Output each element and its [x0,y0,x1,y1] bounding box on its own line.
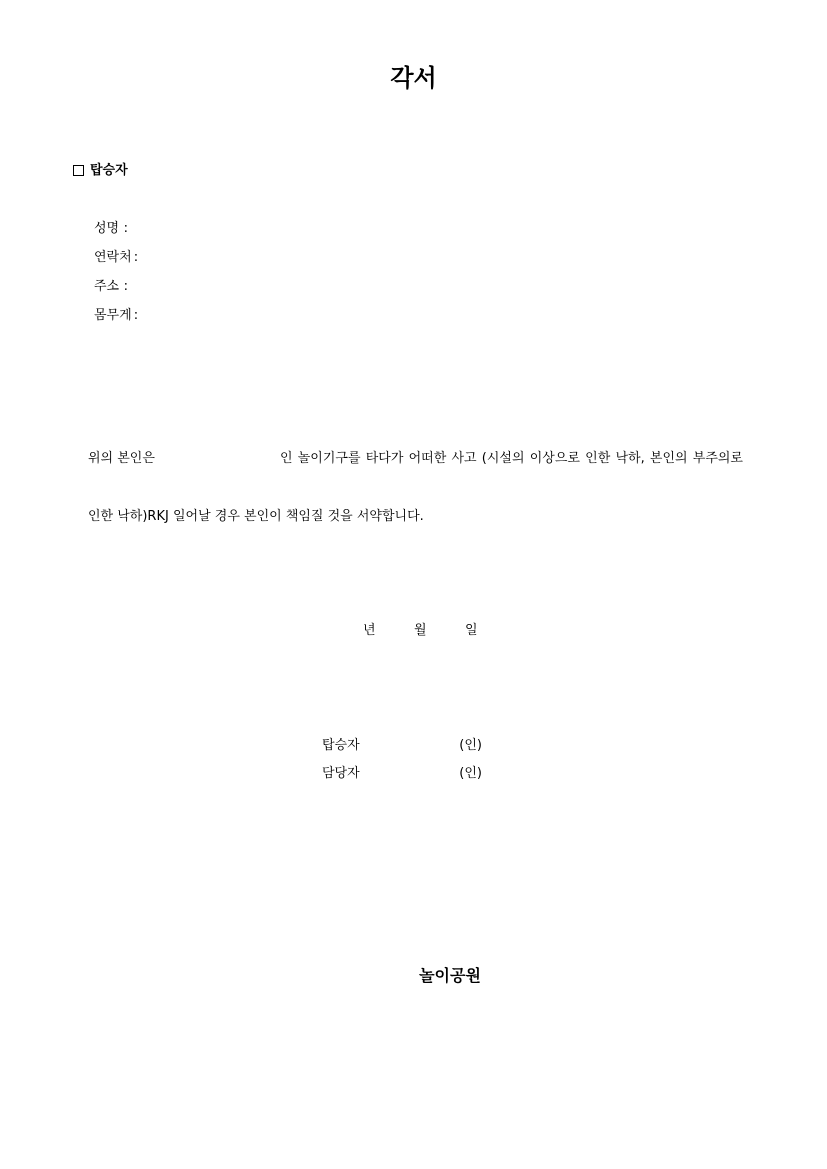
field-weight-label: 몸무게 [94,308,132,323]
field-address [94,280,254,293]
pledge-text-line-1 [88,452,743,465]
document-title: 각서 [390,64,437,92]
signature-rider-label: 탑승자 [322,738,360,753]
signature-staff-seal: (인) [459,766,482,781]
field-colon: : [133,250,139,265]
field-colon: : [123,221,128,236]
pledge-text-start: 위의 본인은 [88,451,155,466]
field-contact [94,251,254,264]
date-month: 월 [414,623,427,638]
field-colon: : [133,308,139,323]
field-weight [94,309,254,322]
pledge-text-end: 인 놀이기구를 타다가 어떠한 사고 (시설의 이상으로 인한 낙하, 본인의 부주의로 [280,451,743,466]
field-colon: : [123,279,128,294]
signature-staff [322,767,482,780]
date-line [363,624,478,637]
field-contact-label: 연락처 [94,250,132,265]
footer-organization: 놀이공원 [419,966,481,985]
signature-staff-label: 담당자 [322,766,360,781]
checkbox-square-icon [73,165,84,176]
pledge-text-line-2: 인한 낙하)RKJ 일어날 경우 본인이 책임질 것을 서약합니다. [88,509,424,524]
pledge-ride-blank[interactable] [178,452,280,465]
date-year: 년 [363,623,376,638]
section-heading-label: 탑승자 [90,163,128,178]
field-name [94,222,254,235]
date-day: 일 [465,623,478,638]
signature-rider [322,739,482,752]
field-address-label: 주소 [94,279,120,294]
section-heading [73,164,128,177]
signature-rider-seal: (인) [459,738,482,753]
field-name-label: 성명 [94,221,120,236]
